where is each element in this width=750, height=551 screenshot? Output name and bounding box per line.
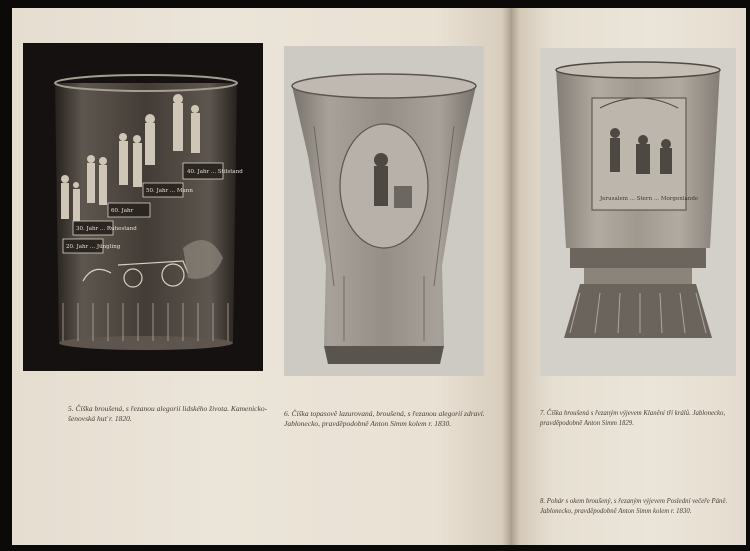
- plaque-text: 30. Jahr ... Ruhestand: [76, 226, 137, 232]
- plaque-text: 40. Jahr ... Stilstand: [187, 169, 243, 175]
- caption-figure-5: [68, 404, 267, 424]
- photo-goblet-adoration-of-magi: [540, 48, 736, 376]
- beaker-illustration: [284, 46, 484, 376]
- caption-line: 6. Číška topasově lazurovaná, broušená, s řezanou alegorií zdraví.: [284, 409, 485, 418]
- plaque-text: 60. Jahr: [111, 208, 134, 214]
- left-page: [12, 8, 510, 545]
- beaker-illustration: [23, 43, 263, 371]
- caption-figure-6: [284, 409, 485, 429]
- caption-line: pravděpodobně Anton Simm 1829.: [540, 420, 634, 427]
- caption-line: 8. Pohár s okem broušený, s řezaným výjevem Poslední večeře Páně.: [540, 498, 728, 505]
- caption-figure-8: [540, 497, 727, 517]
- open-book: [12, 8, 746, 545]
- caption-line: Jablonecko, pravděpodobně Anton Simm kolem r. 1830.: [540, 508, 692, 515]
- caption-line: 5. Číška broušená, s řezanou alegorií lidského života. Kamenicko-: [68, 404, 268, 413]
- caption-line: Jablonecko, pravděpodobně Anton Simm kolem r. 1830.: [284, 419, 452, 428]
- goblet-illustration: [540, 48, 736, 376]
- book-gutter: [502, 8, 520, 545]
- photo-faceted-beaker-health-allegory: [284, 46, 484, 376]
- caption-figure-7: [540, 409, 725, 429]
- goblet-inscription: Jerusalem ... Stern ... Morgenlande: [600, 196, 699, 202]
- plaque-text: 20. Jahr ... Jüngling: [66, 244, 121, 250]
- caption-line: 7. Číška broušená s řezaným výjevem Klanění tří králů. Jablonecko,: [540, 410, 726, 417]
- right-page: [510, 8, 746, 545]
- photo-engraved-beaker-life-allegory: [23, 43, 263, 371]
- plaque-text: 50. Jahr ... Mann: [146, 188, 193, 194]
- caption-line: šenovská huť r. 1820.: [68, 414, 132, 423]
